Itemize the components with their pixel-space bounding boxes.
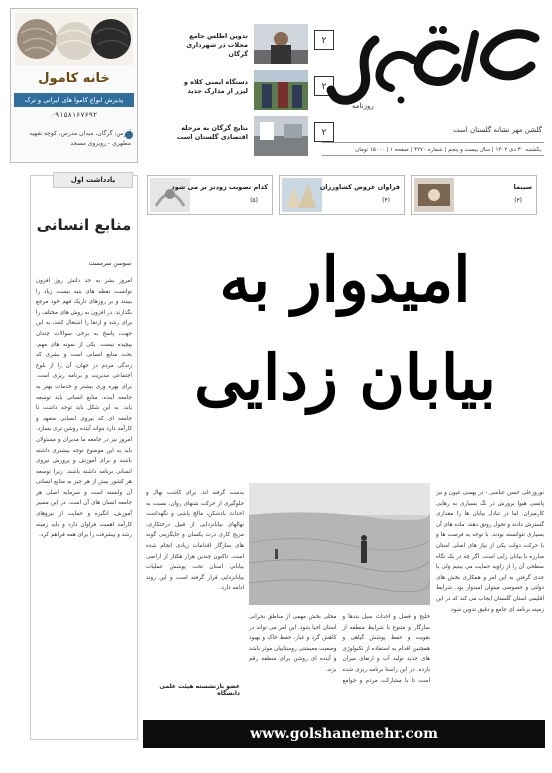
headline-text: نتایج گرگان به مرحله اقتصادی گلستان است xyxy=(177,124,248,141)
masthead-logo xyxy=(325,20,545,110)
dateline: یکشنبه ۳۰ دی ۱۴۰۲ | سال بیست و پنجم | شماره ۴۲۷۰ | صفحه ۱ | ۱۵۰۰۰ تومان xyxy=(322,142,544,156)
column-tag: یادداشت اول xyxy=(53,172,133,188)
headline-page-number: ۲ xyxy=(314,76,334,96)
website-footer[interactable]: www.golshanemehr.com xyxy=(143,720,545,748)
featured-card[interactable] xyxy=(411,175,537,215)
featured-page: (۳) xyxy=(514,197,522,204)
headline-photo xyxy=(254,24,308,64)
headline-photo xyxy=(254,70,308,110)
masthead-slogan: گلشن مهر نشانه گلستان است xyxy=(453,126,542,134)
main-headline-line2: بیابان زدایی xyxy=(194,341,496,414)
featured-title: فراوان عروض كشاورزان xyxy=(319,183,400,191)
headline-page-number: ۲ xyxy=(314,30,334,50)
headline-item[interactable] xyxy=(176,116,327,156)
featured-card[interactable] xyxy=(279,175,405,215)
article-byline: عضو بازنشسته هیئت علمی دانشگاه xyxy=(159,683,240,697)
headline-item[interactable] xyxy=(176,70,327,110)
article-column-left: بدست گرفته اند. برای کاشت نهال و جلوگیری از حرکت شنهای روان، نسبت به احداث بادشکن، مالچ پاشی و نگهداشت نهالهای بیابانزدایی از قبیل درختکاری، مزیج کاری ذرت یکسان و جایگزینی گونه های سازگار اقدامات زیادی انجام شده است. تاکنون چندین هزار هکتار از اراضی بیابانی استان تحت پوشش عملیات بیابانزدایی قرار گرفته است و این روند ادامه دارد. xyxy=(146,490,244,592)
article-column-middle: خلیج و فصل و احداث سیل بندها و سازگار و متنوع با شرایط منطقه از تقویت و حفظ پوشش گیاهی و همچنین اقدام به استفاده از تکنولوژی های جدید تولید آب و ارتقای میزان بازده. در این راستا برنامه ریزی شده است تا با مشارکت مردم و جوامع محلی بخش مهمی از مناطق بحرانی استان احیا شود. این امر می تواند در کاهش گرد و غبار، حفظ خاک و بهبود وضعیت معیشتی روستاییان موثر باشد و آینده ای روشن برای منطقه رقم بزند. xyxy=(249,614,430,684)
featured-photo xyxy=(414,178,454,212)
featured-title: سینما xyxy=(513,183,532,191)
yarn-balls-image xyxy=(15,13,133,65)
column-body: امروز بشر به حد دانش روز افزون توانست نقطه های بنیه نیست زیاد را ببینند و بر روزهای تاریک فهم خود مرجع بگذارند. در افزون به روش های مختلف را برای رشد و ارتقا را اشتغال کنند، به این جهت، پاسخ به برخی سوالات چندان پیچیده نیست. یکی از نمونه های مهم، بحث منابع انسانی است و بشری که زندگی مردم در جهان، آن را از بلوغ اجتماعی مدیریت و برنامه ریزی است. برای بهره وری بیشتر و خدمات بهتر به جامعه آینده، منابع انسانی باید توسعه یابد. به این شکل باید توجه داشت تا جامعه ای که نیروی انسانی متعهد و کارآمد دارد بتواند آینده روشن تری بسازد. امروز نیز در جامعه ما مدیران و مسئولان باید به این موضوع توجه بیشتری داشته باشند و برای آموزش و پرورش نیروی انسانی برنامه داشته باشند. زیرا توسعه هر کشور بیش از هر چیز به منابع انسانی آن وابسته است و سرمایه اصلی هر جامعه انسان های آن است. در این مسیر آموزش، انگیزه و حمایت از نیروهای کارآمد اهمیت فراوان دارد و باید زمینه رشد و پیشرفت را برای همه فراهم کرد. xyxy=(36,278,132,539)
headline-text: تدوین اطلس جامع محلات در شهرداری گرگان xyxy=(186,32,248,58)
main-headline-line1: امیدوار به xyxy=(219,243,471,316)
featured-photo xyxy=(282,178,322,212)
featured-title: کدام تصویب زودتر بر می شود xyxy=(171,183,268,191)
ad-address: آدرس: گرگان، میدان مدرس، کوچه شهید مطهری - روبروی مسجد xyxy=(29,130,131,147)
headline-item[interactable] xyxy=(176,24,327,64)
ad-title: خانه کامول xyxy=(38,71,110,86)
first-note-column xyxy=(30,175,138,740)
ad-subtitle: پذیرش انواع کاموا های ایرانی و ترک xyxy=(14,93,134,107)
column-title: منابع انسانی xyxy=(36,216,132,234)
featured-strip xyxy=(143,175,543,215)
headline-page-number: ۲ xyxy=(314,122,334,142)
featured-page: (۵) xyxy=(250,197,258,204)
masthead-daily-label: روزنامه xyxy=(352,102,374,110)
featured-page: (۴) xyxy=(382,197,390,204)
headline-photo xyxy=(254,116,308,156)
column-author: سوسن سرمست xyxy=(88,260,131,267)
article-column-right: نوروزعلی حسن عباسی - در بهمنی عیون و نیز پانسی هیوا پرورش در نگ بسیاری به رهایی کارمیزان. اما در تبادل بیابان ها را مقداری گسترش دادند و تحول رونق دهند. ماده های آن بسیاری نتوانسته بودند. با توجه به فرصت ها و با حرکت دولت یکی از نیاز های اصلی استان مبارزه با بیابان زایی است. اگر چه در یک نگاه سطحی آن را از زاویه حمایت می بینیم ولی با جدی گرفتن به این امر و همکاری بخش های دولتی و خصوصی میتوان امیدوار بود. شرایط اقلیمی استان گلستان ایجاب می کند که در این زمینه برنامه ای جامع و دقیق تدوین شود. xyxy=(436,490,544,613)
golshane-mehr-logo xyxy=(325,20,545,110)
ad-box-kamova xyxy=(10,8,138,163)
headline-text: دستگاه ایمنی کلاه و لیزر از مدارک جدید xyxy=(183,78,248,95)
article-photo xyxy=(249,483,430,605)
featured-card[interactable] xyxy=(147,175,273,215)
ad-phone: ۰۹۱۵۸۱۶۷۶۹۲ xyxy=(50,111,98,119)
